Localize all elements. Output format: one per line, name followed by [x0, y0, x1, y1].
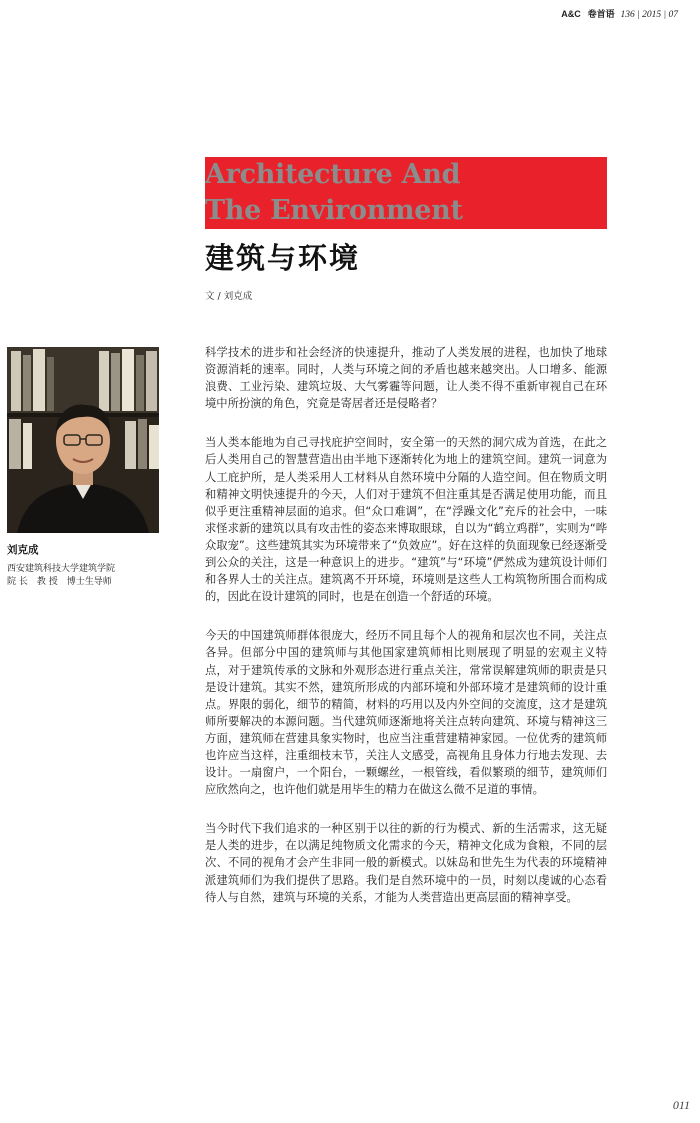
article-body — [205, 344, 607, 928]
author-affiliation: 西安建筑科技大学建筑学院 — [7, 564, 116, 574]
paragraph-1: 科学技术的进步和社会经济的快速提升，推动了人类发展的进程，也加快了地球资源消耗的速率。同时，人类与环境之间的矛盾也越来越突出。人口增多、能源浪费、工业污染、建筑垃圾、大气雾霾等问题，让人类不得不重新审视自己在环境中所扮演的角色，究竟是寄居者还是侵略者？ — [205, 346, 607, 411]
paragraph-2: 当人类本能地为自己寻找庇护空间时，安全第一的天然的洞穴成为首选，在此之后人类用自己的智慧营造出由半地下逐渐转化为地上的建筑空间。建筑一词意为人工庇护所，是人类采用人工材料从自然环境中分隔的人造空间。但在物质文明和精神文明快速提升的今天，人们对于建筑不但注重其是否满足使用功能，而且似乎更注重精神层面的追求。但“众口难调”，在“浮躁文化”充斥的社会中，一味求怪求新的建筑以具有攻击性的姿态来博取眼球，自以为“鹤立鸡群”，实则为“哗众取宠”。这些建筑其实为环境带来了“负效应”。好在这样的负面现象已经逐渐受到公众的关注，这是一种意识上的进步。“建筑”与“环境”俨然成为建筑设计师们和各界人士的关注点。建筑离不开环境，环境则是这些人工构筑物所围合而构成的，因此在设计建筑的同时，也是在创造一个舒适的环境。 — [205, 436, 607, 604]
author-titles: 院 长 教 授 博士生导师 — [7, 577, 112, 587]
author-name: 刘克成 — [7, 544, 39, 556]
english-title — [205, 157, 625, 229]
running-header — [561, 7, 678, 20]
english-title-line-2: The Environment — [205, 195, 463, 226]
paragraph-3: 今天的中国建筑师群体很庞大，经历不同且每个人的视角和层次也不同，关注点各异。但部分中国的建筑师与其他国家建筑师相比则展现了明显的宏观主义特点，对于建筑传承的文脉和外观形态进行重点关注，常常误解建筑师的职责是只是设计建筑。其实不然，建筑所形成的内部环境和外部环境才是建筑师的设计重点。界限的弱化，细节的精简，材料的巧用以及内外空间的交流度，这才是建筑师所要解决的本源问题。当代建筑师逐渐地将关注点转向建筑、环境与精神这三方面，建筑师在营建具象实物时，也应当注重营建精神家园。一位优秀的建筑师也许应当这样，注重细枝末节，关注人文感受，高视角且身体力行地去发现、去设计。一扇窗户，一个阳台，一颗螺丝，一根管线，看似繁琐的细节，建筑师们应欣然向之，也许他们就是用毕生的精力在做这么微不足道的事情。 — [205, 629, 607, 797]
section-name: 卷首语 — [587, 10, 615, 20]
english-title-line-1: Architecture And — [205, 159, 461, 190]
byline: 文 / 刘克成 — [205, 291, 253, 302]
author-portrait-illustration — [7, 347, 159, 533]
chinese-title: 建筑与环境 — [205, 241, 361, 275]
paragraph-4: 当今时代下我们追求的一种区别于以往的新的行为模式、新的生活需求，这无疑是人类的进步，在以满足纯物质文化需求的今天，精神文化成为食粮，不同的层次、不同的视角才会产生非同一般的新模式。以妹岛和世先生为代表的环境精神派建筑师们为我们提供了思路。我们是自然环境中的一员，时刻以虔诚的心态看待人与自然，建筑与环境的关系，才能为人类营造出更高层面的精神享受。 — [205, 822, 607, 904]
page-number: 011 — [672, 1098, 690, 1112]
issue-info: 136 | 2015 | 07 — [620, 10, 678, 20]
magazine-logo: A&C — [561, 9, 581, 19]
author-photo — [7, 347, 159, 533]
